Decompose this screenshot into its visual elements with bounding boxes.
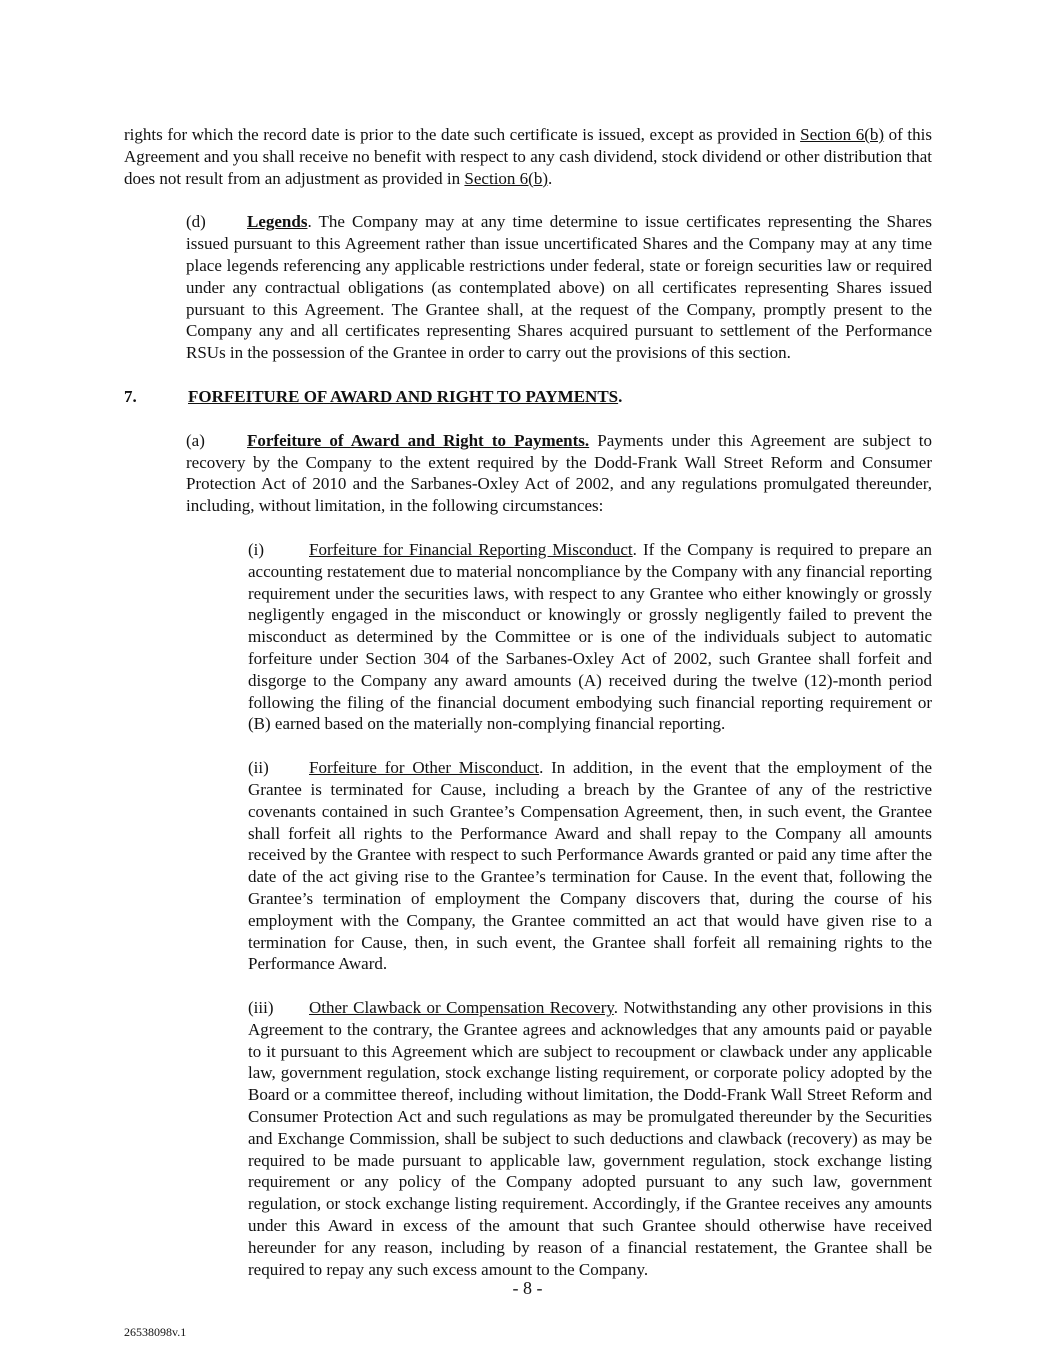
continuation-text-3: . [548,168,553,188]
clause-a-text: Payments under this Agreement are subject to recovery by the Company to the extent required by the Dodd-Frank Wall Street Reform and Consumer Protection Act of 2010 and the Sarbanes-Oxley Act of 2002, and any regulations promulgated thereunder, including, without limitation, in the following circumstances: [186,430,932,516]
continuation-text-1: rights for which the record date is prior to the date such certificate is issued, except as provided in [124,125,801,144]
section-reference-link: Section 6(b) [800,125,885,144]
legends-heading: Legends [247,212,308,232]
clause-ii-text: . In addition, in the event that the employment of the Grantee is terminated for Cause, including a breach by the Grantee of any of the restrictive covenants contained in such Grantee’s Compensation Agreement, then, in such event, the Grantee shall forfeit all rights to the Performance Award and shall repay to the Company all amounts received by the Grantee with respect to such Performance Awards granted or paid any time after the date of the act giving rise to the Grantee’s termination for Cause. In the event that, following the Grantee’s termination of employment the Company discovers that, during the course of his employment with the Company, the Grantee committed an act that would have given rise to a termination for Cause, then, in such event, the Grantee shall forfeit all remaining rights to the Performance Award. [248,758,933,974]
clause-i-heading: Forfeiture for Financial Reporting Misconduct [309,539,633,559]
legends-text: . The Company may at any time determine to issue certificates representing the Shares issued pursuant to this Agreement rather than issue uncertificated Shares and the Company may at any time place legends referencing any applicable restrictions under federal, state or foreign securities law or required under any contractual obligations (as contemplated above) on all certificates representing Shares issued pursuant to this Agreement. The Grantee shall, at the request of the Company, promptly present to the Company any and all certificates representing Shares acquired pursuant to settlement of the Performance RSUs in the possession of the Grantee in order to carry out the provisions of this section. [186,212,932,363]
clause-label: (i) [248,539,265,559]
clause-ii-paragraph [124,757,932,975]
clause-a-heading: Forfeiture of Award and Right to Payments. [247,430,590,450]
continuation-paragraph [124,124,932,189]
section-title-end: . [618,386,623,406]
continuation-text-2: of this Agreement and you shall receive no benefit with respect to any cash dividend, stock dividend or other distribution that does not result from an adjustment as provided in [124,125,932,188]
legends-paragraph [124,211,932,364]
clause-label: (iii) [248,998,274,1018]
clause-a-paragraph [124,430,932,517]
clause-i-paragraph [124,539,932,735]
section-7-heading [124,386,932,408]
clause-iii-paragraph [124,997,932,1280]
document-id: 26538098v.1 [124,1325,187,1339]
section-reference-link: Section 6(b) [464,168,548,188]
clause-label: (ii) [248,758,269,778]
page-number: - 8 - [512,1278,543,1298]
document-page [124,124,932,1280]
clause-iii-heading: Other Clawback or Compensation Recovery [309,998,614,1018]
clause-label: (d) [186,212,206,232]
clause-iii-text: . Notwithstanding any other provisions in this Agreement to the contrary, the Grantee agrees and acknowledges that any amounts paid or payable to it pursuant to this Agreement which are subject to recoupment or clawback under any applicable law, government regulation, stock exchange listing requirement, or corporate policy adopted by the Board or a committee thereof, including without limitation, the Dodd-Frank Wall Street Reform and Consumer Protection Act and such regulations as may be promulgated thereunder by the Securities and Exchange Commission, shall be subject to such deductions and clawback (recovery) as may be required to be made pursuant to applicable law, government regulation, stock exchange listing requirement or any policy of the Company adopted pursuant to any such law, government regulation, or stock exchange listing requirement. Accordingly, if the Grantee receives any amounts under this Award in excess of the amount that such Grantee should otherwise have received hereunder for any reason, including by reason of a financial restatement, the Grantee shall be required to repay any such excess amount to the Company. [248,998,932,1279]
section-number: 7. [124,386,137,406]
clause-label: (a) [186,430,205,450]
clause-ii-heading: Forfeiture for Other Misconduct [309,758,540,778]
clause-i-text: . If the Company is required to prepare an accounting restatement due to material noncompliance by the Company with any financial reporting requirement under the securities laws, with respect to any Grantee who either knowingly or grossly negligently engaged in the misconduct or knowingly or grossly negligently failed to prevent the misconduct as determined by the Committee or is one of the individuals subject to automatic forfeiture under Section 304 of the Sarbanes-Oxley Act of 2002, such Grantee shall forfeit and disgorge to the Company any award amounts (A) received during the twelve (12)-month period following the filing of the financial document embodying such financial reporting requirement or (B) earned based on the materially non-complying financial reporting. [248,539,932,734]
section-title: FORFEITURE OF AWARD AND RIGHT TO PAYMENTS [188,386,619,406]
